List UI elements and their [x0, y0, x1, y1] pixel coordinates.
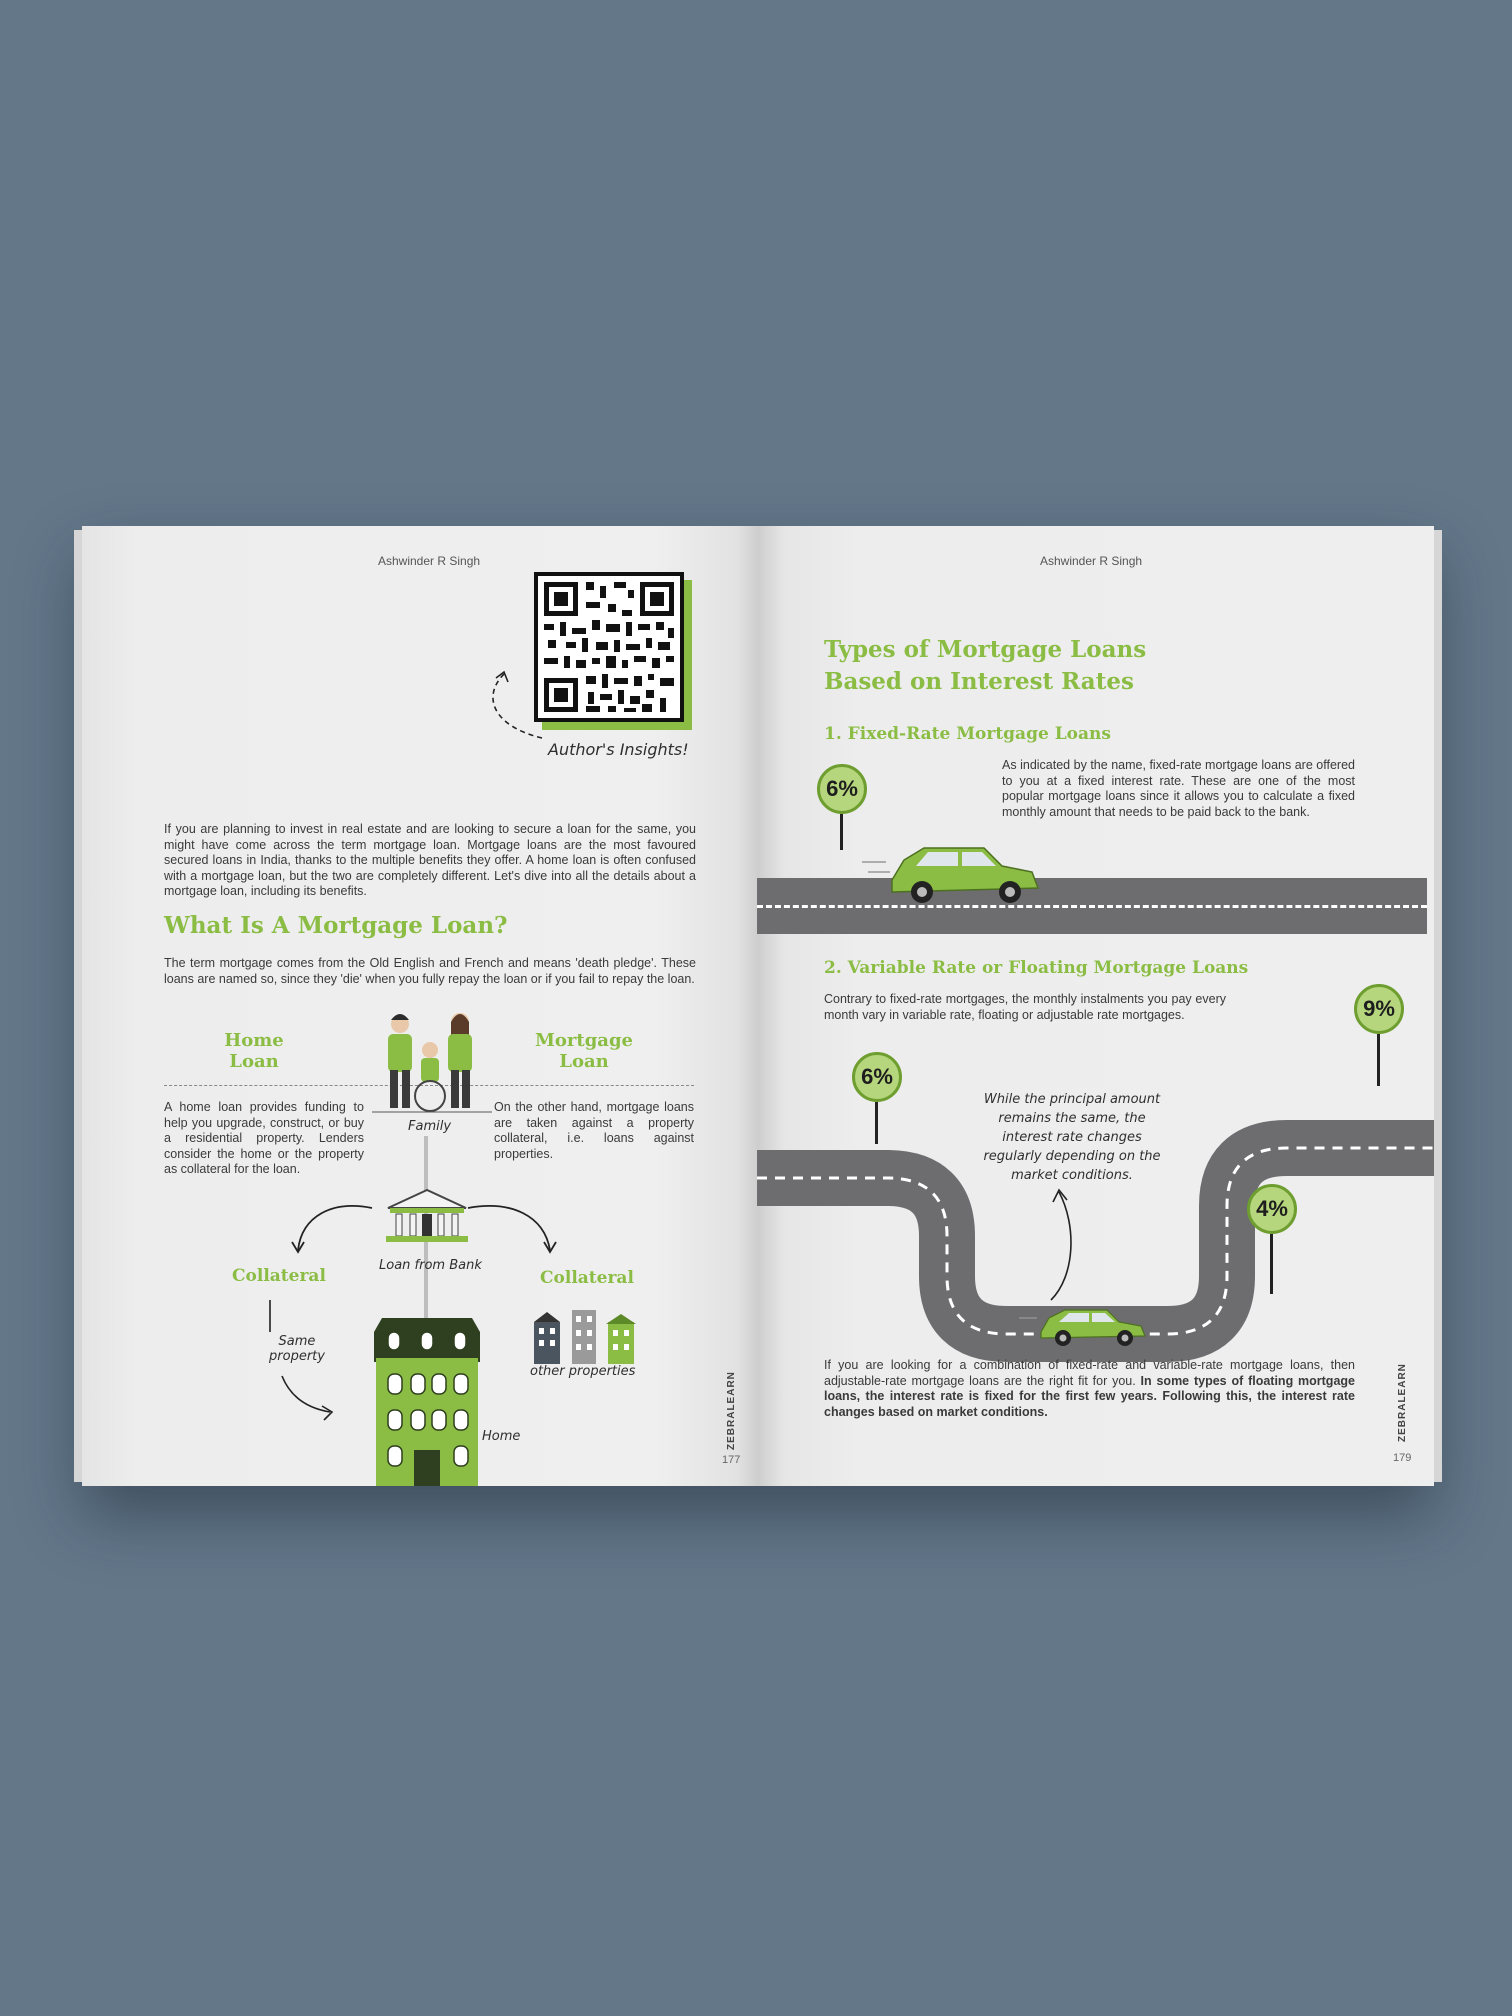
- variable-badge-start: 6%: [852, 1052, 902, 1102]
- mortgage-loan-text: On the other hand, mortgage loans are taken against a property collateral, i.e. loans against properties.: [494, 1100, 694, 1161]
- page-number-left: 177: [722, 1454, 741, 1466]
- car-icon: [1019, 1302, 1149, 1350]
- other-properties-icon: [532, 1306, 652, 1366]
- brand-logo-right: ZEBRALEARN: [1397, 1363, 1408, 1442]
- closing-text-bold: In some types of floating mortgage loans, the interest rate is fixed for the first few years. Following this, the interest rate changes based on market conditions.: [824, 1373, 1355, 1419]
- qr-caption: Author's Insights!: [548, 740, 689, 759]
- road-lane-marking: [757, 905, 1427, 908]
- closing-paragraph: [824, 1358, 1355, 1420]
- family-label: Family: [408, 1119, 452, 1134]
- home-label: Home: [482, 1429, 521, 1444]
- running-head: Ashwinder R Singh: [1040, 554, 1143, 568]
- left-page: [82, 526, 757, 1486]
- other-properties-label: other properties: [530, 1364, 636, 1379]
- fixed-rate-badge: 6%: [817, 764, 867, 814]
- page-number-right: 179: [1393, 1452, 1412, 1464]
- same-property-label: Same property: [269, 1334, 325, 1364]
- home-loan-title: Home Loan: [224, 1030, 284, 1072]
- section2-heading: 2. Variable Rate or Floating Mortgage Loans: [824, 958, 1249, 978]
- intro-paragraph: If you are planning to invest in real estate and are looking to secure a loan for the same, you might have come across the term mortgage loan. Mortgage loans are the most favoured secured loans in India, thanks to the multiple benefits they offer. A home loan is often confused with a mortgage loan, but the two are completely different. Let's dive into all the details about a mortgage loan, including its benefits.: [164, 822, 696, 898]
- home-loan-text: A home loan provides funding to help you upgrade, construct, or buy a residential property. Lenders consider the home or the property as collateral for the loan.: [164, 1100, 364, 1176]
- variable-badge-low: 4%: [1247, 1184, 1297, 1234]
- same-property-arrow-icon: [262, 1296, 342, 1426]
- badge-pole: [1270, 1234, 1273, 1294]
- section2-text: Contrary to fixed-rate mortgages, the monthly instalments you pay every month vary in variable rate, floating or adjustable rate mortgages.: [824, 992, 1226, 1022]
- page-title-line1: Types of Mortgage Loans: [824, 636, 1147, 663]
- open-book: [82, 526, 1434, 1486]
- variable-badge-high: 9%: [1354, 984, 1404, 1034]
- bank-label: Loan from Bank: [379, 1258, 482, 1273]
- right-page: [757, 526, 1434, 1486]
- badge-pole: [1377, 1034, 1380, 1086]
- definition-paragraph: The term mortgage comes from the Old English and French and means 'death pledge'. These loans are named so, since they 'die' when you fully repay the loan or if you fail to repay the loan.: [164, 956, 696, 986]
- running-head: Ashwinder R Singh: [378, 554, 481, 568]
- home-building-icon: [374, 1318, 480, 1486]
- section1-heading: 1. Fixed-Rate Mortgage Loans: [824, 724, 1111, 744]
- closing-text-plain: If you are looking for a combination of fixed-rate and variable-rate mortgage loans, then adjustable-rate mortgage loans are the right fit for you.: [824, 1358, 1355, 1388]
- note-arrow-icon: [1047, 1186, 1107, 1306]
- family-illustration-icon: [372, 1006, 492, 1116]
- brand-logo-left: ZEBRALEARN: [726, 1371, 737, 1450]
- section1-text: As indicated by the name, fixed-rate mortgage loans are offered to you at a fixed interest rate. These are one of the most popular mortgage loans since it allows you to calculate a fixed monthly amount that needs to be paid back to the bank.: [1002, 758, 1355, 819]
- section-heading: What Is A Mortgage Loan?: [164, 912, 508, 939]
- collateral-left-label: Collateral: [232, 1266, 326, 1286]
- curved-arrow-icon: [482, 666, 612, 746]
- branch-arrows-icon: [272, 1196, 592, 1256]
- rate-change-note: While the principal amount remains the same, the interest rate changes regularly depending on the market conditions.: [983, 1092, 1161, 1183]
- car-icon: [862, 840, 1042, 910]
- mortgage-loan-title: Mortgage Loan: [534, 1030, 633, 1072]
- badge-pole: [840, 814, 843, 850]
- page-title-line2: Based on Interest Rates: [824, 668, 1134, 695]
- badge-pole: [875, 1102, 878, 1144]
- collateral-right-label: Collateral: [540, 1268, 634, 1288]
